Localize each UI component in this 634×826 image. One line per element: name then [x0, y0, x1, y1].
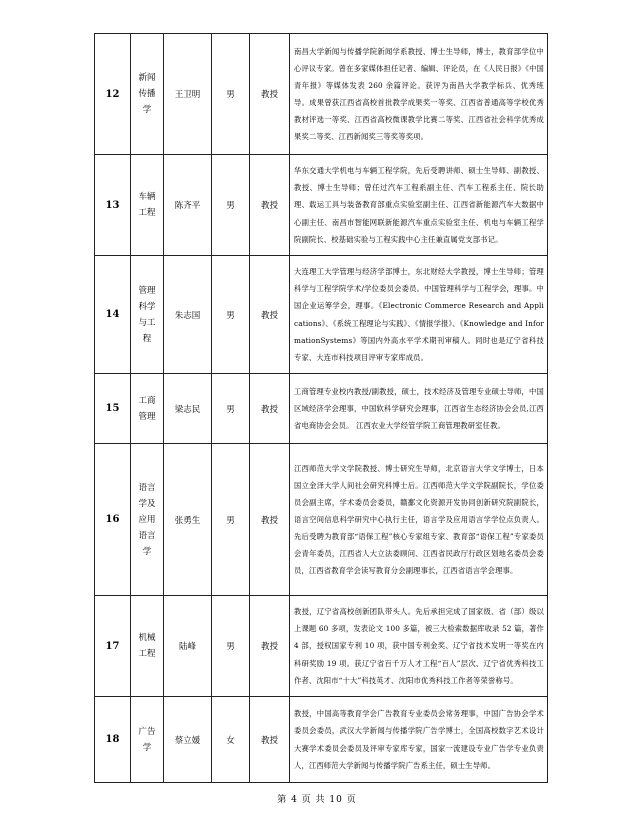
description-cell: 南昌大学新闻与传播学院新闻学系教授、博士生导师，博士，教育部学位中心评议专家。曾在多家媒体担任记者、编辑、评论员，在《人民日报》《中国青年报》等媒体发表 260 余篇评论。获评为南昌大学教学标兵、优秀班导。成果曾获江西省高校首批教学成果奖一等奖、江西省普通高等学校优秀教材评选一等奖、江西省高校微课教学比赛二等奖、江西省社会科学优秀成果奖二等奖、江西新闻奖三等奖等奖项。 — [290, 34, 548, 155]
gender-cell: 男 — [212, 444, 250, 596]
table-row — [95, 374, 548, 444]
expert-roster-table — [94, 33, 548, 783]
title-cell: 教授 — [250, 374, 290, 444]
discipline-cell — [131, 155, 164, 256]
description-cell: 教授，辽宁省高校创新团队带头人。先后承担完成了国家级、省（部）级以上课题 60 多项，发表论文 100 多篇，被三大检索数据库收录 52 篇，著作 4 部，授权国家专利 10 项，获中国专利金奖、辽宁省技术发明一等奖在内科研奖励 19 项。获辽宁省百千万人才工程“百人”层次、辽宁省优秀科技工作者、沈阳市“十大”科技英才、沈阳市优秀科技工作者等荣誉称号。 — [290, 596, 548, 697]
table-row — [95, 34, 548, 155]
table-row — [95, 444, 548, 596]
description-cell: 江西师范大学文学院教授、博士研究生导师，北京语言大学文学博士，日本国立金泽大学人间社会研究科博士后。江西师范大学文学院副院长，学位委员会副主席，学术委员会委员，赣鄱文化资源开发协同创新研究院副院长，语言空间信息科学研究中心执行主任，语言学及应用语言学学位点负责人。先后受聘为教育部“语保工程”核心专家组专家、教育部“语保工程”专家委员会青年委员，江西省人大立法委顾问、江西省民政厅行政区划地名委员会委员，江西省教育学会读写教育分会副理事长，江西省语言学会理事。 — [290, 444, 548, 596]
discipline-cell — [131, 34, 164, 155]
name-cell: 梁志民 — [164, 374, 212, 444]
discipline-label: 管理科学与工程 — [138, 285, 156, 344]
gender-cell: 男 — [212, 256, 250, 374]
discipline-cell — [131, 596, 164, 697]
row-number: 13 — [95, 155, 131, 256]
table-row — [95, 155, 548, 256]
page-number-footer: 第 4 页 共 10 页 — [277, 795, 357, 805]
discipline-label: 车辆工程 — [138, 192, 156, 218]
discipline-cell — [131, 697, 164, 783]
table-row — [95, 256, 548, 374]
name-cell: 张勇生 — [164, 444, 212, 596]
discipline-label: 新闻传播学 — [138, 73, 156, 115]
gender-cell: 女 — [212, 697, 250, 783]
row-number: 16 — [95, 444, 131, 596]
title-cell: 教授 — [250, 444, 290, 596]
gender-cell: 男 — [212, 374, 250, 444]
name-cell: 陆峰 — [164, 596, 212, 697]
description-cell: 教授，中国高等教育学会广告教育专业委员会常务理事，中国广告协会学术委员会委员，武汉大学新闻与传播学院广告学博士，全国高校数字艺术设计大赛学术委员会委员及评审专家库专家，国家一流建设专业广告学专业负责人，江西师范大学新闻与传播学院广告系主任，硕士生导师。 — [290, 697, 548, 783]
name-cell: 陈齐平 — [164, 155, 212, 256]
row-number: 17 — [95, 596, 131, 697]
discipline-label: 广告学 — [138, 726, 156, 753]
row-number: 14 — [95, 256, 131, 374]
discipline-cell — [131, 256, 164, 374]
discipline-label: 语言学及应用语言学 — [138, 482, 156, 557]
table-row — [95, 596, 548, 697]
title-cell: 教授 — [250, 155, 290, 256]
discipline-cell — [131, 444, 164, 596]
discipline-label: 工商管理 — [138, 395, 156, 422]
title-cell: 教授 — [250, 34, 290, 155]
title-cell: 教授 — [250, 596, 290, 697]
description-cell: 工商管理专业校内教授/副教授，硕士，技术经济及管理专业硕士导师，中国区域经济学会理事，中国软科学研究会理事，江西省生态经济协会会员,江西省电商协会会员。 江西农业大学经管学院工商管理教研室任教。 — [290, 374, 548, 444]
title-cell: 教授 — [250, 697, 290, 783]
gender-cell: 男 — [212, 596, 250, 697]
description-cell: 大连理工大学管理与经济学部博士，东北财经大学教授，博士生导师；管理科学与工程学院学术/学位委员会委员。中国管理科学与工程学会，理事。中国企业运筹学会，理事。《Electronic Commerce Research and Applications》、《系统工程理论与实践》、《情报学报》、《Knowledge and InformationSystems》等国内外高水平学术期刊审稿人。同时也是辽宁省科技专家、大连市科技项目评审专家库成员。 — [290, 256, 548, 374]
discipline-cell — [131, 374, 164, 444]
name-cell: 蔡立媛 — [164, 697, 212, 783]
name-cell: 王卫明 — [164, 34, 212, 155]
description-cell: 华东交通大学机电与车辆工程学院，先后受聘讲师、硕士生导师、副教授、教授、博士生导师；曾任过汽车工程系副主任、汽车工程系主任、院长助理、载运工具与装备教育部重点实验室副主任、江西省新能源汽车大数据中心副主任、南昌市智能网联新能源汽车重点实验室主任、机电与车辆工程学院副院长、校基础实验与工程实践中心主任兼直属党支部书记。 — [290, 155, 548, 256]
row-number: 18 — [95, 697, 131, 783]
gender-cell: 男 — [212, 34, 250, 155]
name-cell: 朱志国 — [164, 256, 212, 374]
title-cell: 教授 — [250, 256, 290, 374]
row-number: 15 — [95, 374, 131, 444]
gender-cell: 男 — [212, 155, 250, 256]
row-number: 12 — [95, 34, 131, 155]
discipline-label: 机械工程 — [138, 633, 156, 659]
table-row — [95, 697, 548, 783]
